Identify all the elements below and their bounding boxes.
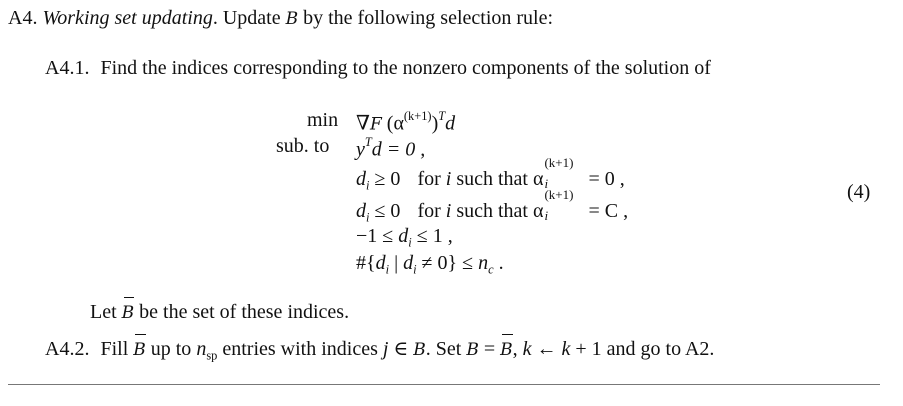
n-variable: n xyxy=(196,338,207,360)
such-that-text: such that xyxy=(456,168,528,190)
a41-text: Find the indices corresponding to the nonzero components of the solution of xyxy=(100,57,711,79)
objective-expression xyxy=(356,110,455,133)
bar-separator: | xyxy=(394,252,399,274)
relation: ≤ 0 xyxy=(374,200,401,222)
let-word: Let xyxy=(90,301,117,323)
alpha-symbol: α xyxy=(532,200,544,222)
n-variable: n xyxy=(478,252,489,274)
bar-b-symbol xyxy=(133,339,146,359)
iteration-superscript: (k+1) xyxy=(403,109,432,123)
alpha-symbol: α xyxy=(393,112,404,135)
a41-line xyxy=(45,58,711,78)
a4-text2: by the following selection rule: xyxy=(303,7,554,29)
a4-title: Working set updating xyxy=(42,7,213,29)
comma: , xyxy=(512,338,518,360)
i-subscript: i xyxy=(385,262,390,277)
for-word: for xyxy=(417,200,441,222)
subto-label: sub. to xyxy=(276,135,330,157)
a41-label: A4.1. xyxy=(45,57,90,79)
i-variable: i xyxy=(445,168,452,190)
i-subscript: i xyxy=(408,235,412,250)
k-variable: k xyxy=(522,338,532,360)
set-symbol: B xyxy=(133,340,146,360)
k-variable: k xyxy=(561,338,571,360)
d-variable: d xyxy=(356,200,366,222)
iteration-superscript: (k+1) xyxy=(544,187,574,202)
alpha-scripts xyxy=(543,155,583,191)
a4-text: . Update xyxy=(212,7,281,29)
alpha-symbol: α xyxy=(532,168,544,190)
such-that-text: such that xyxy=(456,200,528,222)
constraint-1 xyxy=(356,136,425,159)
relation: ≥ 0 xyxy=(374,168,401,190)
constraint-2 xyxy=(356,155,625,193)
not-equal-bound: ≠ 0} ≤ xyxy=(421,252,474,274)
i-variable: i xyxy=(445,200,452,222)
fill-word: Fill xyxy=(100,338,129,360)
d-variable: d xyxy=(445,112,456,135)
constraint-3-rhs: = C , xyxy=(588,200,629,222)
i-subscript: i xyxy=(544,208,549,223)
a4-set-symbol: B xyxy=(285,9,299,29)
objective-function-symbol: F xyxy=(369,114,382,135)
iteration-superscript: (k+1) xyxy=(544,155,574,170)
constraint-4-lead: −1 ≤ xyxy=(356,225,394,247)
transpose-superscript: T xyxy=(364,135,372,149)
a4-line xyxy=(8,8,553,28)
sp-subscript: sp xyxy=(206,348,218,363)
a42-line xyxy=(45,339,714,362)
i-subscript: i xyxy=(366,210,370,225)
i-subscript: i xyxy=(366,178,370,193)
j-variable: j xyxy=(382,338,389,360)
constraint-1-rest: d = 0 , xyxy=(371,138,426,161)
a42-tail: + 1 and go to A2. xyxy=(575,338,715,360)
a42-label: A4.2. xyxy=(45,338,90,360)
a4-label: A4. xyxy=(8,7,38,29)
bar-b-symbol xyxy=(122,302,135,322)
paren-close: ) xyxy=(431,112,439,135)
y-variable: y xyxy=(356,138,365,161)
let-rest: be the set of these indices. xyxy=(139,301,350,323)
alpha-scripts xyxy=(543,187,583,223)
transpose-superscript: T xyxy=(438,109,446,123)
up-to-text: up to xyxy=(150,338,192,360)
set-symbol: B xyxy=(413,340,426,360)
bar-b-symbol xyxy=(500,339,513,359)
min-label: min xyxy=(307,109,339,131)
element-of-symbol: ∈ xyxy=(393,338,409,360)
constraint-5 xyxy=(356,253,504,276)
constraint-4-tail: ≤ 1 , xyxy=(416,225,453,247)
left-arrow-symbol: ← xyxy=(536,338,557,360)
constraint-3 xyxy=(356,187,629,225)
entries-text: entries with indices xyxy=(222,338,378,360)
set-word: . Set xyxy=(425,338,462,360)
set-symbol: B xyxy=(500,340,513,360)
i-subscript: i xyxy=(544,176,549,191)
d-variable: d xyxy=(403,252,414,274)
set-symbol: B xyxy=(466,340,479,360)
set-symbol: B xyxy=(121,303,135,323)
d-variable: d xyxy=(375,252,386,274)
constraint-2-rhs: = 0 , xyxy=(588,168,625,190)
period: . xyxy=(493,252,504,274)
i-subscript: i xyxy=(413,262,417,277)
cardinality-open: #{ xyxy=(356,252,376,274)
paren-open: ( xyxy=(386,112,394,135)
equation-number: (4) xyxy=(847,181,871,203)
c-subscript: c xyxy=(488,262,494,277)
d-variable: d xyxy=(356,168,366,190)
horizontal-rule xyxy=(8,384,880,385)
let-line xyxy=(90,302,349,322)
for-word: for xyxy=(417,168,441,190)
nabla-symbol: ∇ xyxy=(356,112,370,135)
constraint-4 xyxy=(356,226,453,249)
equals-sign: = xyxy=(483,338,496,360)
d-variable: d xyxy=(398,225,409,247)
